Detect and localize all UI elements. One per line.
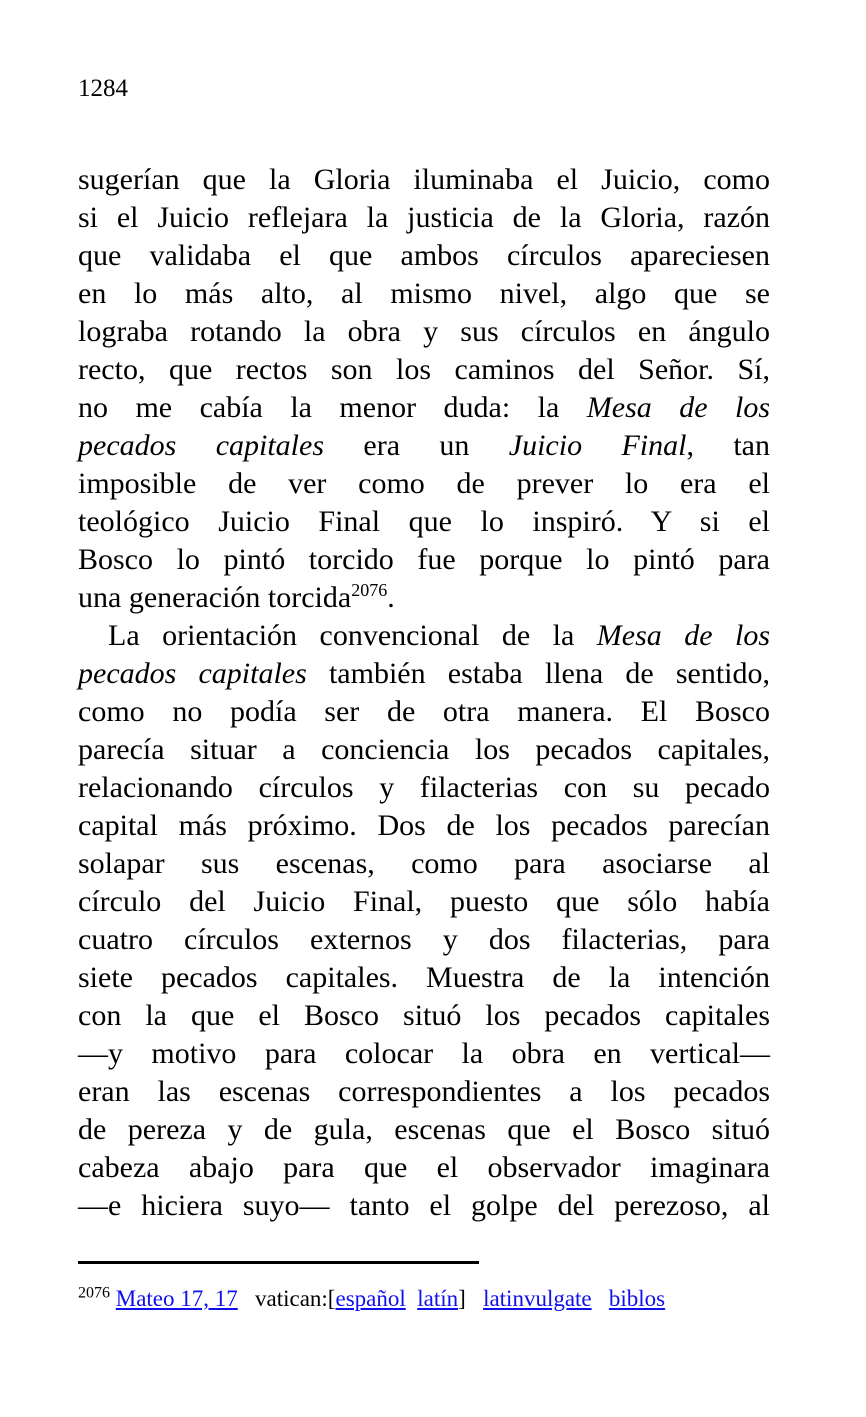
text-line bbox=[78, 883, 770, 921]
text-line bbox=[78, 1187, 770, 1225]
text-segment: con la que el Bosco situó los pecados capitales bbox=[78, 999, 770, 1032]
text-line bbox=[78, 313, 770, 351]
text-line bbox=[78, 617, 770, 655]
text-segment: capital más próximo. Dos de los pecados parecían bbox=[78, 809, 770, 842]
text-line bbox=[78, 1111, 770, 1149]
footnote-link-mateo-17-17[interactable]: Mateo 17, 17 bbox=[115, 1286, 238, 1311]
footnote-reference: 2076 bbox=[351, 580, 388, 600]
body-text bbox=[78, 161, 770, 1225]
text-segment: era un bbox=[324, 429, 509, 462]
footnote-marker: 2076 bbox=[78, 1284, 110, 1302]
text-line bbox=[78, 237, 770, 275]
text-line bbox=[78, 275, 770, 313]
paragraph-1 bbox=[78, 161, 770, 617]
italic-text: Mesa de los bbox=[596, 619, 771, 652]
text-segment: parecía situar a conciencia los pecados capitales, bbox=[78, 733, 770, 766]
text-line bbox=[78, 579, 770, 617]
text-segment: cabeza abajo para que el observador imaginara bbox=[78, 1151, 770, 1184]
text-line bbox=[78, 845, 770, 883]
text-segment: La orientación convencional de la bbox=[108, 619, 597, 652]
text-segment: que validaba el que ambos círculos apareciesen bbox=[78, 239, 770, 272]
text-line bbox=[78, 541, 770, 579]
text-segment: también estaba llena de sentido, bbox=[306, 657, 770, 690]
text-line bbox=[78, 389, 770, 427]
text-line bbox=[78, 731, 770, 769]
text-segment: de pereza y de gula, escenas que el Bosco situó bbox=[78, 1113, 770, 1146]
footnote-link-biblos[interactable]: biblos bbox=[608, 1286, 666, 1311]
text-segment: —y motivo para colocar la obra en vertical— bbox=[78, 1037, 770, 1070]
text-segment: sugerían que la Gloria iluminaba el Juicio, como bbox=[78, 163, 770, 196]
text-line bbox=[78, 959, 770, 997]
text-segment: no me cabía la menor duda: la bbox=[78, 391, 587, 424]
text-segment bbox=[406, 1286, 418, 1311]
text-line bbox=[78, 769, 770, 807]
footnote-separator bbox=[78, 1261, 479, 1264]
text-line bbox=[78, 503, 770, 541]
text-line bbox=[78, 1149, 770, 1187]
text-segment: , tan bbox=[686, 429, 771, 462]
text-line bbox=[78, 997, 770, 1035]
text-segment: lograba rotando la obra y sus círculos en ángulo bbox=[78, 315, 770, 348]
italic-text: Juicio Final bbox=[508, 429, 687, 462]
text-line bbox=[78, 921, 770, 959]
page-number: 1284 bbox=[78, 75, 128, 102]
italic-text: Mesa de los bbox=[586, 391, 770, 424]
text-segment: ] bbox=[458, 1286, 484, 1311]
text-line bbox=[78, 655, 770, 693]
italic-text: pecados capitales bbox=[78, 429, 324, 462]
text-segment: una generación torcida bbox=[78, 581, 352, 614]
text-segment: en lo más alto, al mismo nivel, algo que se bbox=[78, 277, 770, 310]
text-segment: teológico Juicio Final que lo inspiró. Y si el bbox=[78, 505, 770, 538]
footnote-link-espanol[interactable]: español bbox=[335, 1286, 406, 1311]
text-line bbox=[78, 807, 770, 845]
text-line bbox=[78, 1035, 770, 1073]
text-segment: relacionando círculos y filacterias con su pecado bbox=[78, 771, 770, 804]
text-segment: como no podía ser de otra manera. El Bosco bbox=[78, 695, 770, 728]
text-segment: si el Juicio reflejara la justicia de la Gloria, razón bbox=[78, 201, 770, 234]
text-segment: vatican:[ bbox=[237, 1286, 336, 1311]
text-line bbox=[78, 693, 770, 731]
text-segment: recto, que rectos son los caminos del Señor. Sí, bbox=[78, 353, 770, 386]
footnote-link-latin[interactable]: latín bbox=[417, 1286, 459, 1311]
text-line bbox=[78, 351, 770, 389]
text-segment: siete pecados capitales. Muestra de la intención bbox=[78, 961, 770, 994]
text-segment: Bosco lo pintó torcido fue porque lo pintó para bbox=[78, 543, 770, 576]
text-line bbox=[78, 1073, 770, 1111]
text-segment: eran las escenas correspondientes a los pecados bbox=[78, 1075, 770, 1108]
text-segment: —e hiciera suyo— tanto el golpe del perezoso, al bbox=[78, 1189, 770, 1222]
text-line bbox=[78, 199, 770, 237]
text-line bbox=[78, 427, 770, 465]
text-line bbox=[78, 161, 770, 199]
paragraph-2 bbox=[78, 617, 770, 1225]
text-segment: imposible de ver como de prever lo era el bbox=[78, 467, 770, 500]
text-segment bbox=[592, 1286, 609, 1311]
text-line bbox=[78, 465, 770, 503]
text-segment: cuatro círculos externos y dos filacterias, para bbox=[78, 923, 770, 956]
footnote bbox=[78, 1283, 790, 1314]
text-segment: . bbox=[387, 581, 395, 614]
italic-text: pecados capitales bbox=[78, 657, 307, 690]
text-segment: círculo del Juicio Final, puesto que sólo había bbox=[78, 885, 770, 918]
footnote-link-latinvulgate[interactable]: latinvulgate bbox=[483, 1286, 592, 1311]
text-segment: solapar sus escenas, como para asociarse al bbox=[78, 847, 770, 880]
